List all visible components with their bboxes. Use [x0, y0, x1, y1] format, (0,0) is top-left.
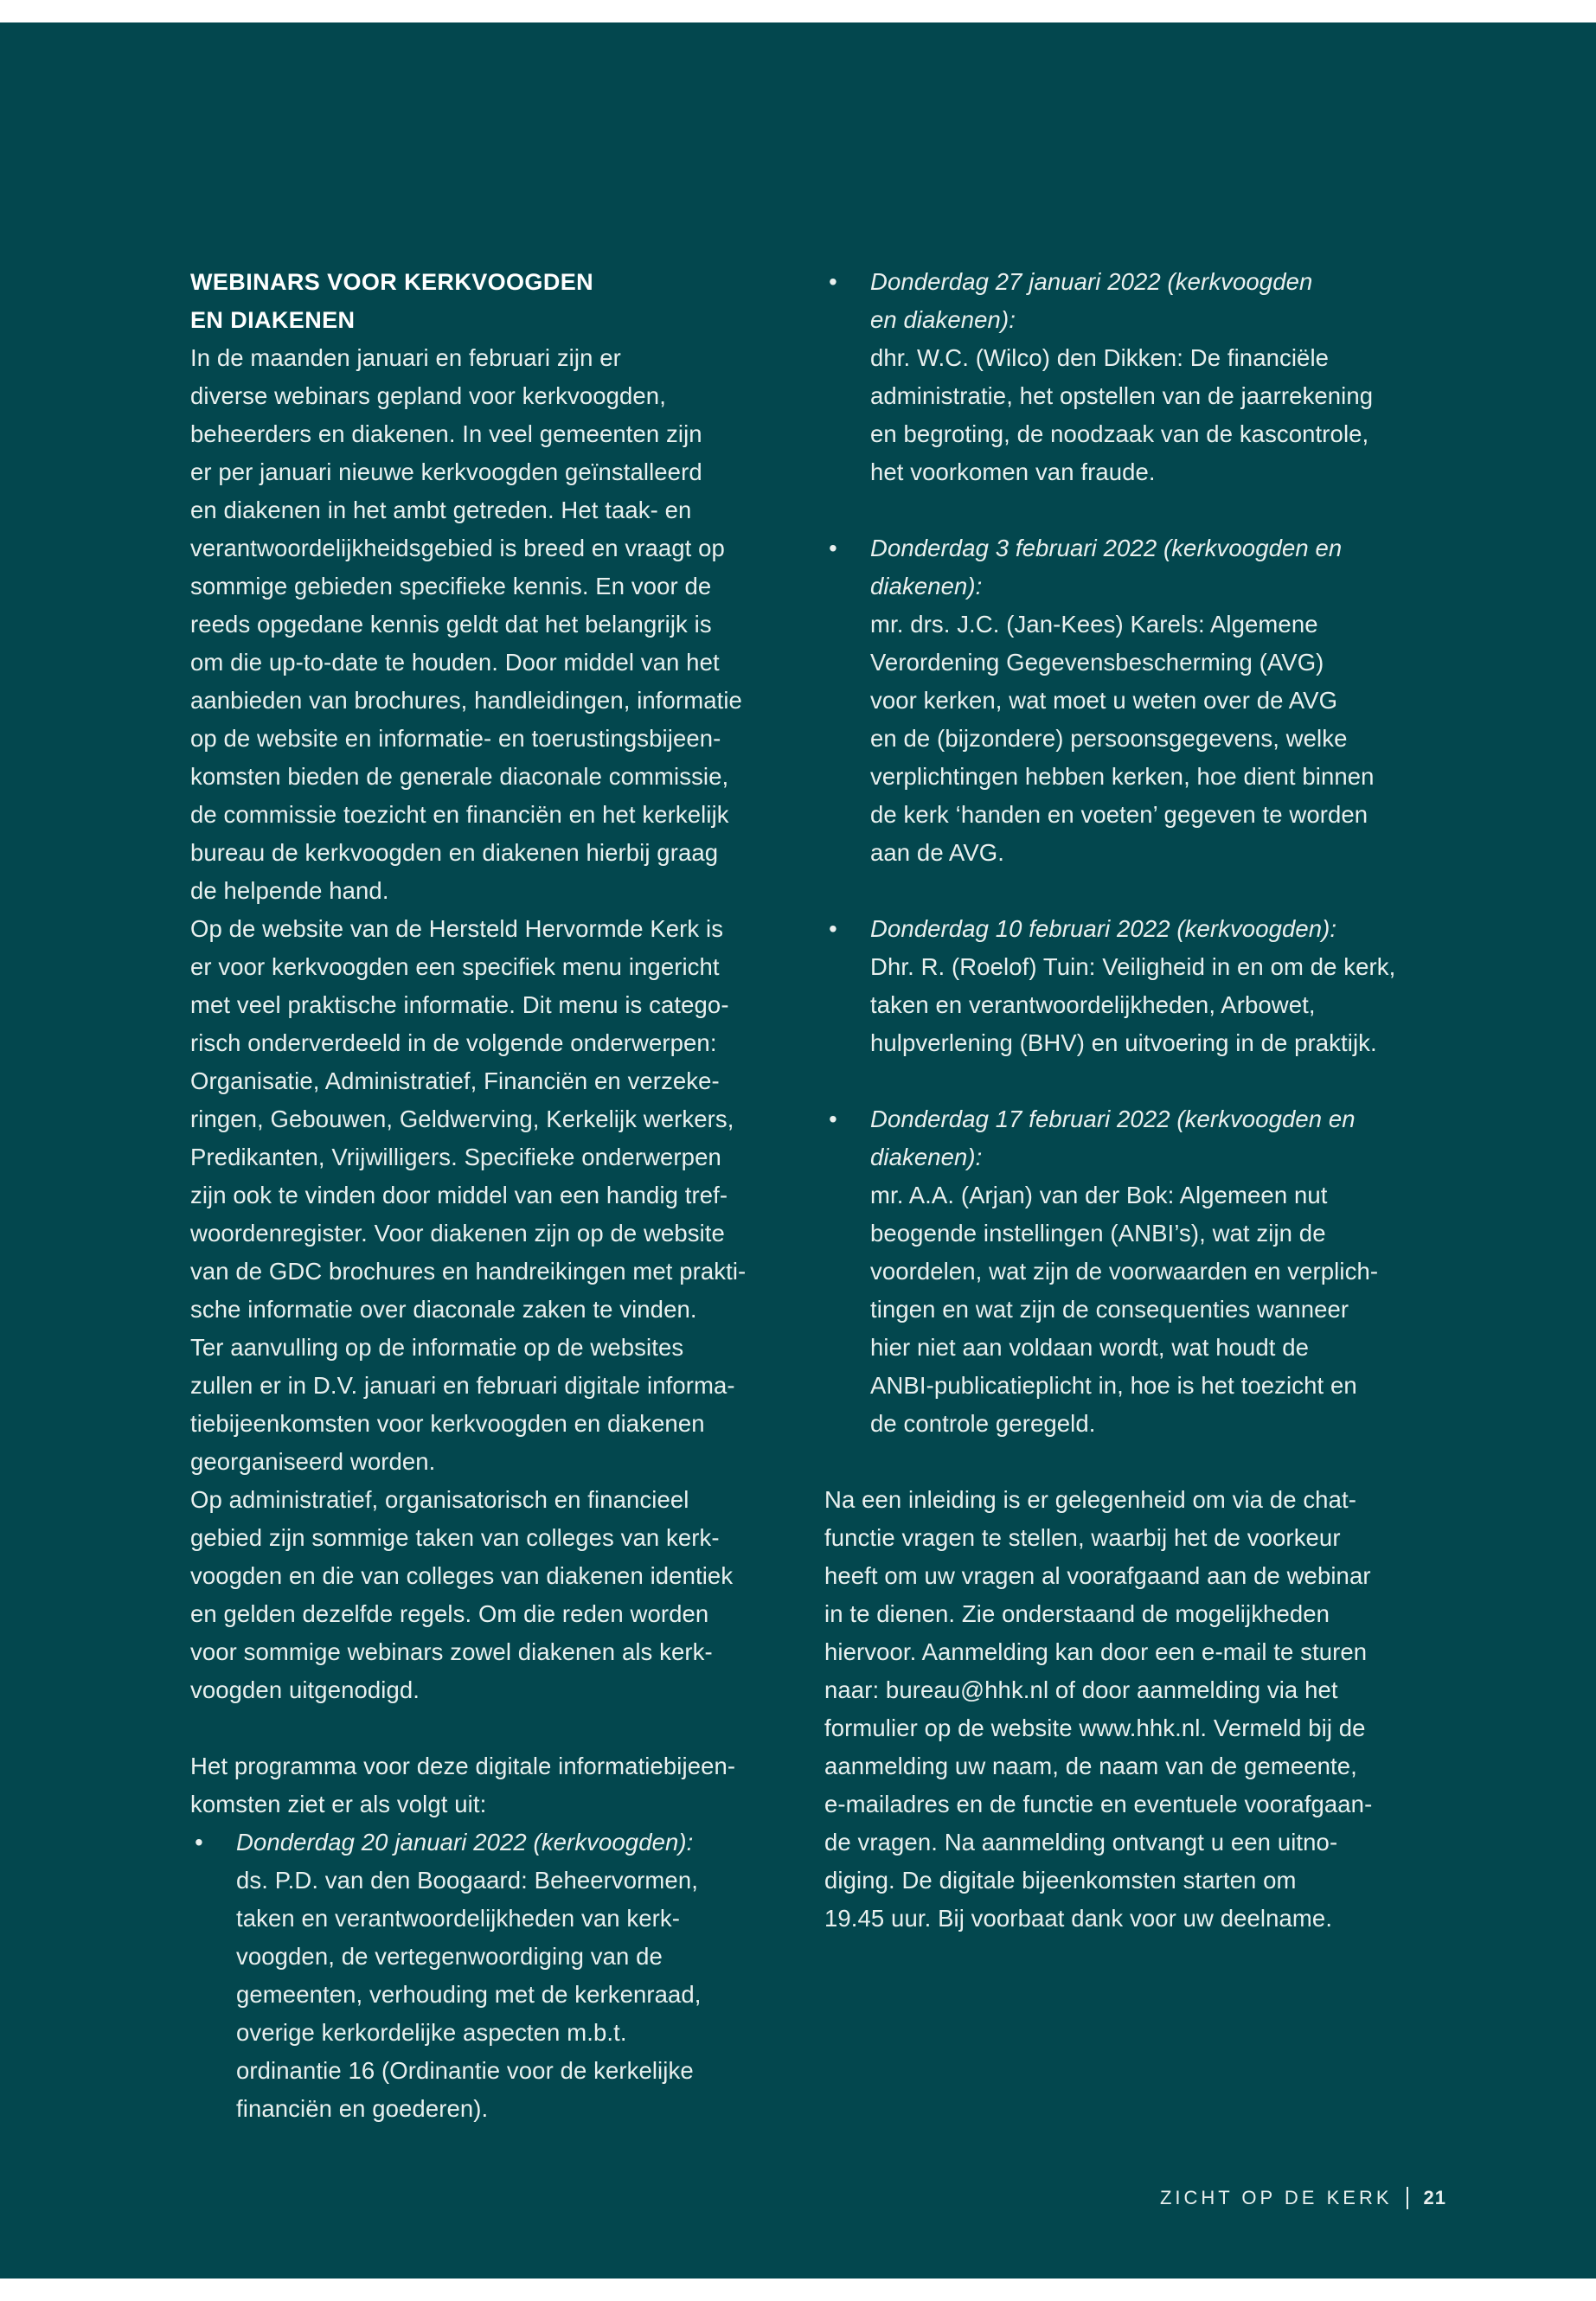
text-line: georganiseerd worden. [190, 1448, 436, 1475]
heading-line: EN DIAKENEN [190, 307, 356, 333]
text-line: ordinantie 16 (Ordinantie voor de kerkelijke [236, 2057, 694, 2084]
text-line: tingen en wat zijn de consequenties wanneer [870, 1296, 1349, 1323]
text-line: e-mailadres en de functie en eventuele voorafgaan- [824, 1791, 1373, 1817]
text-line: mr. drs. J.C. (Jan-Kees) Karels: Algemene [870, 611, 1318, 638]
text-line: van de GDC brochures en handreikingen met prakti- [190, 1258, 747, 1285]
text-line: Op de website van de Hersteld Hervormde Kerk is [190, 915, 724, 942]
text-line: dhr. W.C. (Wilco) den Dikken: De financiële [870, 344, 1330, 371]
text-line: en gelden dezelfde regels. Om die reden worden [190, 1600, 709, 1627]
text-line: voogden en die van colleges van diakenen identiek [190, 1562, 734, 1589]
text-line: verplichtingen hebben kerken, hoe dient binnen [870, 763, 1375, 790]
text-line: 19.45 uur. Bij voorbaat dank voor uw deelname. [824, 1905, 1333, 1932]
text-line: de helpende hand. [190, 877, 389, 904]
programme-item-title: en diakenen): [870, 306, 1016, 333]
page-number: 21 [1423, 2187, 1446, 2208]
text-line: met veel praktische informatie. Dit menu is catego- [190, 991, 729, 1018]
programme-item-title: Donderdag 20 januari 2022 (kerkvoogden): [236, 1829, 694, 1856]
text-line: administratie, het opstellen van de jaarrekening [870, 382, 1374, 409]
text-line: op de website en informatie- en toerustingsbijeen- [190, 725, 721, 752]
text-line: aanbieden van brochures, handleidingen, informatie [190, 687, 742, 714]
left-column [190, 263, 787, 2128]
programme-item-title: Donderdag 3 februari 2022 (kerkvoogden en [870, 535, 1343, 561]
bullet-marker: • [195, 1829, 203, 1856]
footer-divider [1407, 2187, 1408, 2209]
programme-item-title: Donderdag 17 februari 2022 (kerkvoogden en [870, 1106, 1356, 1132]
text-line: voor sommige webinars zowel diakenen als kerk- [190, 1638, 713, 1665]
text-line: Verordening Gegevensbescherming (AVG) [870, 649, 1324, 676]
programme-item [190, 1823, 787, 2128]
text-line: In de maanden januari en februari zijn er [190, 344, 621, 371]
paragraph-closing [824, 1481, 1421, 1938]
page-footer [1160, 2187, 1446, 2209]
text-line: naar: bureau@hhk.nl of door aanmelding via het [824, 1676, 1338, 1703]
text-line: Het programma voor deze digitale informatiebijeen- [190, 1753, 736, 1779]
programme-item-title: diakenen): [870, 573, 983, 599]
bullet-marker: • [829, 268, 837, 295]
programme-item-title: Donderdag 10 februari 2022 (kerkvoogden): [870, 915, 1337, 942]
paragraph-colleges [190, 1481, 787, 1709]
magazine-title: ZICHT OP DE KERK [1159, 2187, 1393, 2208]
text-line: financiën en goederen). [236, 2095, 489, 2122]
text-line: aanmelding uw naam, de naam van de gemeente, [824, 1753, 1357, 1779]
text-line: verantwoordelijkheidsgebied is breed en vraagt op [190, 535, 725, 561]
text-line: risch onderverdeeld in de volgende onderwerpen: [190, 1029, 717, 1056]
text-line: er voor kerkvoogden een specifiek menu ingericht [190, 953, 720, 980]
text-line: Predikanten, Vrijwilligers. Specifieke onderwerpen [190, 1144, 721, 1170]
text-line: aan de AVG. [870, 839, 1005, 866]
spacer [190, 1709, 787, 1747]
spacer [824, 491, 1421, 529]
text-line: voordelen, wat zijn de voorwaarden en verplich- [870, 1258, 1379, 1285]
text-line: om die up-to-date te houden. Door middel van het [190, 649, 720, 676]
text-line: woordenregister. Voor diakenen zijn op de website [190, 1220, 725, 1247]
text-line: formulier op de website www.hhk.nl. Vermeld bij de [824, 1715, 1366, 1741]
text-line: heeft om uw vragen al voorafgaand aan de webinar [824, 1562, 1371, 1589]
programme-item-title: Donderdag 27 januari 2022 (kerkvoogden [870, 268, 1313, 295]
text-line: overige kerkordelijke aspecten m.b.t. [236, 2019, 627, 2046]
programme-item-title: diakenen): [870, 1144, 983, 1170]
text-line: de controle geregeld. [870, 1410, 1096, 1437]
text-line: Na een inleiding is er gelegenheid om via de chat- [824, 1486, 1356, 1513]
spacer [824, 1062, 1421, 1100]
text-line: taken en verantwoordelijkheden van kerk- [236, 1905, 681, 1932]
text-line: functie vragen te stellen, waarbij het de voorkeur [824, 1524, 1341, 1551]
text-line: en diakenen in het ambt getreden. Het taak- en [190, 497, 692, 523]
text-line: hulpverlening (BHV) en uitvoering in de praktijk. [870, 1029, 1377, 1056]
text-line: Op administratief, organisatorisch en financieel [190, 1486, 689, 1513]
text-line: gemeenten, verhouding met de kerkenraad, [236, 1981, 702, 2008]
text-line: ds. P.D. van den Boogaard: Beheervormen, [236, 1867, 698, 1894]
text-line: beogende instellingen (ANBI’s), wat zijn de [870, 1220, 1326, 1247]
text-line: en begroting, de noodzaak van de kascontrole, [870, 420, 1369, 447]
text-line: voogden uitgenodigd. [190, 1676, 420, 1703]
bullet-marker: • [829, 915, 837, 942]
text-line: ANBI-publicatieplicht in, hoe is het toezicht en [870, 1372, 1357, 1399]
text-line: en de (bijzondere) persoonsgegevens, welke [870, 725, 1348, 752]
text-line: Dhr. R. (Roelof) Tuin: Veiligheid in en om de kerk, [870, 953, 1396, 980]
spacer [824, 1443, 1421, 1481]
programme-item [824, 1100, 1421, 1443]
text-line: de vragen. Na aanmelding ontvangt u een uitno- [824, 1829, 1338, 1856]
text-line: voogden, de vertegenwoordiging van de [236, 1943, 663, 1970]
text-line: sche informatie over diaconale zaken te vinden. [190, 1296, 697, 1323]
spacer [824, 872, 1421, 910]
text-line: taken en verantwoordelijkheden, Arbowet, [870, 991, 1316, 1018]
page [0, 22, 1596, 2279]
text-line: sommige gebieden specifieke kennis. En voor de [190, 573, 712, 599]
text-line: zullen er in D.V. januari en februari digitale informa- [190, 1372, 735, 1399]
text-line: komsten bieden de generale diaconale commissie, [190, 763, 729, 790]
text-line: de kerk ‘handen en voeten’ gegeven te worden [870, 801, 1368, 828]
text-line: zijn ook te vinden door middel van een handig tref- [190, 1182, 728, 1208]
text-line: het voorkomen van fraude. [870, 458, 1156, 485]
text-line: Ter aanvulling op de informatie op de websites [190, 1334, 684, 1361]
paragraph-intro [190, 339, 787, 910]
right-column [824, 263, 1421, 1938]
text-line: hiervoor. Aanmelding kan door een e-mail te sturen [824, 1638, 1368, 1665]
text-line: hier niet aan voldaan wordt, wat houdt de [870, 1334, 1310, 1361]
heading-line: WEBINARS VOOR KERKVOOGDEN [190, 269, 594, 295]
text-line: tiebijeenkomsten voor kerkvoogden en diakenen [190, 1410, 705, 1437]
paragraph-meetings [190, 1329, 787, 1481]
text-line: reeds opgedane kennis geldt dat het belangrijk is [190, 611, 712, 638]
text-line: gebied zijn sommige taken van colleges van kerk- [190, 1524, 720, 1551]
programme-item [824, 910, 1421, 1062]
text-line: Organisatie, Administratief, Financiën en verzeke- [190, 1067, 720, 1094]
text-line: mr. A.A. (Arjan) van der Bok: Algemeen nut [870, 1182, 1328, 1208]
text-line: bureau de kerkvoogden en diakenen hierbij graag [190, 839, 719, 866]
text-line: diverse webinars gepland voor kerkvoogden, [190, 382, 666, 409]
programme-item [824, 529, 1421, 872]
bullet-marker: • [829, 535, 837, 561]
programme-item [824, 263, 1421, 491]
text-line: de commissie toezicht en financiën en het kerkelijk [190, 801, 729, 828]
paragraph-website [190, 910, 787, 1329]
text-line: komsten ziet er als volgt uit: [190, 1791, 487, 1817]
text-line: voor kerken, wat moet u weten over de AVG [870, 687, 1338, 714]
text-line: beheerders en diakenen. In veel gemeenten zijn [190, 420, 702, 447]
text-line: diging. De digitale bijeenkomsten starten om [824, 1867, 1297, 1894]
bullet-marker: • [829, 1106, 837, 1132]
text-line: ringen, Gebouwen, Geldwerving, Kerkelijk werkers, [190, 1106, 734, 1132]
text-line: in te dienen. Zie onderstaand de mogelijkheden [824, 1600, 1330, 1627]
paragraph-programme [190, 1747, 787, 1823]
text-line: er per januari nieuwe kerkvoogden geïnstalleerd [190, 458, 702, 485]
article-heading [190, 263, 787, 339]
